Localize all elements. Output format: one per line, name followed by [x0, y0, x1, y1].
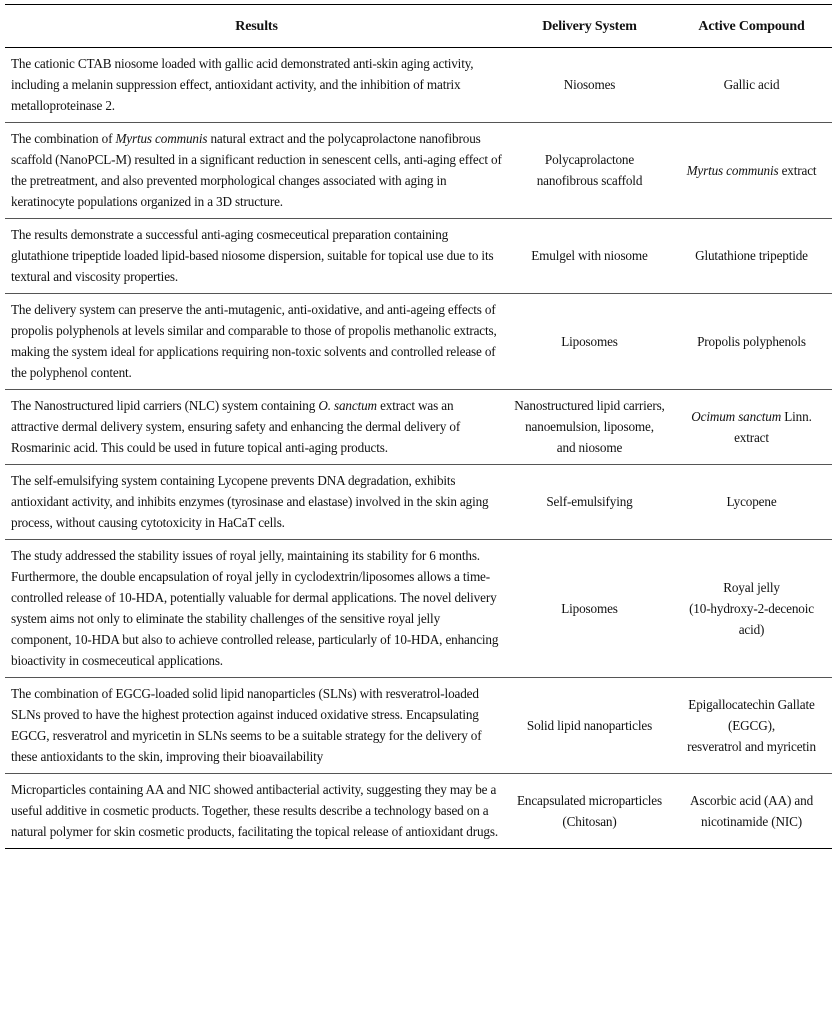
text-segment: Glutathione tripeptide — [695, 248, 808, 263]
text-segment: The combination of — [11, 131, 116, 146]
results-cell — [5, 540, 508, 678]
delivery-system-cell — [508, 219, 671, 294]
active-compound-cell — [671, 540, 832, 678]
header-row — [5, 5, 832, 48]
delivery-system-cell — [508, 48, 671, 123]
table-row — [5, 219, 832, 294]
delivery-system-line: Liposomes — [561, 333, 618, 349]
text-segment: The delivery system can preserve the anti-mutagenic, anti-oxidative, and anti-ageing effects of propolis polyphenols at levels similar and comparable to those of propolis methanolic extracts, making the system ideal for applications requiring non-toxic solvents and controlled release of the polyphenol content. — [11, 302, 497, 380]
delivery-system-line: Emulgel with niosome — [531, 248, 648, 263]
text-segment: The self-emulsifying system containing Lycopene prevents DNA degradation, exhibits antioxidant activity, and inhibits enzymes (tyrosinase and elastase) involved in the skin aging process, without causing cytotoxicity in HaCaT cells. — [11, 473, 489, 530]
text-segment: extract was an attractive dermal delivery system, ensuring safety and enhancing the dermal delivery of Rosmarinic acid. This could be used in future topical anti-aging products. — [11, 398, 461, 455]
text-segment: The Nanostructured lipid carriers (NLC) system containing — [11, 398, 319, 413]
table-row — [5, 390, 832, 465]
delivery-system-line: and niosome — [556, 440, 623, 455]
active-compound-cell — [671, 678, 832, 774]
results-cell — [5, 123, 508, 219]
active-compound-line — [677, 577, 826, 598]
delivery-system-line: nanoemulsion, liposome, — [525, 419, 654, 434]
text-segment: The combination of EGCG-loaded solid lipid nanoparticles (SLNs) with resveratrol-loaded SLNs proved to have the highest protection against induced oxidative stress. Encapsulating EGCG, resveratrol and myricetin in SLNs seems to be a suitable strategy for the delivery of these antioxidants to the skin, improving their bioavailability — [11, 686, 482, 764]
active-compound-line — [677, 790, 826, 811]
active-compound-cell — [671, 465, 832, 540]
table-row — [5, 774, 832, 849]
delivery-system-line: Encapsulated microparticles — [517, 792, 662, 808]
results-cell — [5, 390, 508, 465]
text-segment: Microparticles containing AA and NIC showed antibacterial activity, suggesting they may be a useful additive in cosmetic products. Together, these results describe a technology based on a natural polymer for skin cosmetic products, facilitating the topical release of antioxidant drugs. — [11, 782, 499, 839]
text-segment: The cationic CTAB niosome loaded with gallic acid demonstrated anti-skin aging activity, including a melanin suppression effect, antioxidant activity, and the inhibition of matrix metalloproteinase 2. — [11, 56, 474, 113]
active-compound-line — [677, 491, 826, 512]
table-row — [5, 123, 832, 219]
delivery-system-cell — [508, 774, 671, 849]
italic-text: Myrtus communis — [115, 131, 208, 146]
active-compound-cell — [671, 123, 832, 219]
text-segment: extract — [778, 162, 817, 178]
text-segment: Propolis polyphenols — [697, 333, 806, 349]
italic-text: O. sanctum — [318, 398, 377, 413]
delivery-system-cell — [508, 540, 671, 678]
delivery-system-line: Solid lipid nanoparticles — [526, 717, 653, 733]
text-segment: Royal jelly — [723, 579, 780, 595]
delivery-system-line: Polycaprolactone — [544, 152, 635, 167]
results-cell — [5, 774, 508, 849]
active-compound-line — [677, 694, 826, 736]
table-row — [5, 48, 832, 123]
text-segment: The study addressed the stability issues of royal jelly, maintaining its stability for 6 months. Furthermore, the double encapsulation of royal jelly in cyclodextrin/liposomes allows a time-controlled release of 10-HDA, potentially valuable for dermal applications. The novel delivery system aims not only to eliminate the stability challenges of the sensitive royal jelly component, 10-HDA but also to achieve controlled release, particularly of 10-HDA, enhancing bioactivity in cosmeceutical applications. — [11, 548, 499, 668]
results-cell — [5, 294, 508, 390]
delivery-system-line: Self-emulsifying — [546, 494, 633, 509]
text-segment: nicotinamide (NIC) — [701, 813, 802, 829]
table-row — [5, 465, 832, 540]
italic-text: Myrtus communis — [686, 162, 779, 178]
italic-text: Ocimum sanctum — [691, 408, 782, 424]
header-delivery-system: Delivery System — [508, 5, 671, 48]
table-body — [5, 48, 832, 849]
active-compound-cell — [671, 294, 832, 390]
results-table — [5, 4, 832, 849]
active-compound-cell — [671, 219, 832, 294]
delivery-system-cell — [508, 678, 671, 774]
active-compound-line — [677, 245, 826, 266]
text-segment: The results demonstrate a successful anti-aging cosmeceutical preparation containing glutathione tripeptide loaded lipid-based niosome dispersion, suitable for topical use due to its textural and viscosity properties. — [11, 227, 494, 284]
table-row — [5, 294, 832, 390]
active-compound-line — [677, 74, 826, 95]
active-compound-line — [677, 811, 826, 832]
results-cell — [5, 48, 508, 123]
table-row — [5, 678, 832, 774]
delivery-system-line: Niosomes — [563, 77, 616, 92]
delivery-system-cell — [508, 123, 671, 219]
table-row — [5, 540, 832, 678]
results-cell — [5, 465, 508, 540]
delivery-system-line: (Chitosan) — [562, 813, 617, 829]
delivery-system-line: nanofibrous scaffold — [536, 173, 643, 188]
delivery-system-cell — [508, 465, 671, 540]
text-segment: Ascorbic acid (AA) and — [689, 792, 814, 808]
active-compound-line — [677, 331, 826, 352]
text-segment: resveratrol and myricetin — [687, 738, 816, 754]
active-compound-line — [677, 160, 826, 181]
table-header — [5, 5, 832, 48]
header-results: Results — [5, 5, 508, 48]
delivery-system-cell — [508, 390, 671, 465]
text-segment: (10-hydroxy-2-decenoic acid) — [689, 600, 814, 637]
text-segment: Linn. extract — [734, 408, 812, 445]
active-compound-line — [677, 406, 826, 448]
text-segment: Gallic acid — [723, 77, 780, 92]
text-segment: natural extract and the polycaprolactone nanofibrous scaffold (NanoPCL-M) resulted in a significant reduction in senescent cells, anti-aging effect of the pretreatment, and also prevented morphological changes associated with aging in keratinocyte populations organized in a 3D structure. — [11, 131, 502, 209]
header-active-compound: Active Compound — [671, 5, 832, 48]
delivery-system-line: Nanostructured lipid carriers, — [514, 398, 665, 413]
active-compound-cell — [671, 390, 832, 465]
active-compound-line — [677, 736, 826, 757]
active-compound-cell — [671, 774, 832, 849]
delivery-system-cell — [508, 294, 671, 390]
delivery-system-line: Liposomes — [561, 600, 618, 616]
results-cell — [5, 219, 508, 294]
text-segment: Lycopene — [726, 494, 777, 509]
active-compound-line — [677, 598, 826, 640]
text-segment: Epigallocatechin Gallate (EGCG), — [688, 696, 815, 733]
active-compound-cell — [671, 48, 832, 123]
results-cell — [5, 678, 508, 774]
